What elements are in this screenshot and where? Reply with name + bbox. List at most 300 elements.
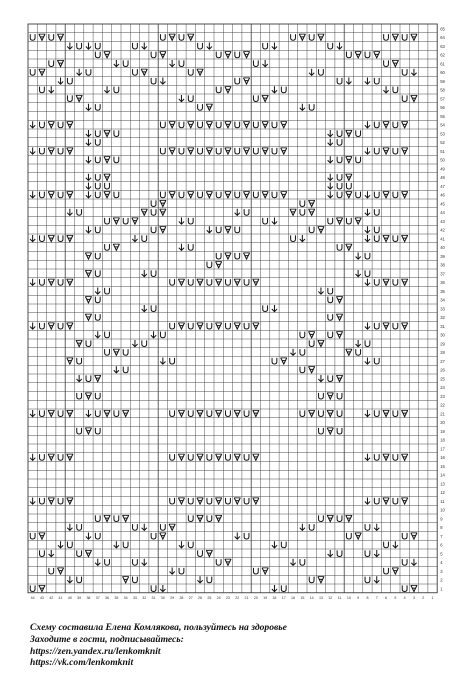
knit-two-together-symbol <box>225 52 232 58</box>
knit-two-together-symbol <box>206 148 213 154</box>
yarn-over-symbol <box>309 340 314 346</box>
decrease-arrow-symbol <box>95 331 100 338</box>
yarn-over-symbol <box>272 122 277 128</box>
column-number: 29 <box>170 595 175 600</box>
yarn-over-symbol <box>179 148 184 154</box>
row-number: 58 <box>440 87 445 93</box>
yarn-over-symbol <box>365 253 370 259</box>
yarn-over-symbol <box>300 200 305 206</box>
yarn-over-symbol <box>337 410 342 416</box>
yarn-over-symbol <box>133 43 138 49</box>
column-number: 2 <box>422 595 425 600</box>
decrease-arrow-symbol <box>365 191 370 198</box>
row-number: 53 <box>440 131 445 137</box>
knit-two-together-symbol <box>262 148 269 154</box>
knit-two-together-symbol <box>225 227 232 233</box>
knit-two-together-symbol <box>206 104 213 110</box>
yarn-over-symbol <box>170 454 175 460</box>
chart-caption <box>30 622 450 669</box>
knit-two-together-symbol <box>383 122 390 128</box>
decrease-arrow-symbol <box>95 559 100 566</box>
knit-two-together-symbol <box>401 235 408 241</box>
yarn-over-symbol <box>40 550 45 556</box>
knit-two-together-symbol <box>169 192 176 198</box>
yarn-over-symbol <box>49 568 54 574</box>
yarn-over-symbol <box>337 78 342 84</box>
decrease-arrow-symbol <box>151 331 156 338</box>
row-number: 31 <box>440 323 445 329</box>
yarn-over-symbol <box>40 235 45 241</box>
decrease-arrow-symbol <box>207 226 212 233</box>
knit-two-together-symbol <box>243 148 250 154</box>
row-number: 5 <box>440 551 443 557</box>
decrease-arrow-symbol <box>114 541 119 548</box>
knit-two-together-symbol <box>327 410 334 416</box>
yarn-over-symbol <box>40 87 45 93</box>
yarn-over-symbol <box>40 323 45 329</box>
knit-two-together-symbol <box>169 148 176 154</box>
yarn-over-symbol <box>216 227 221 233</box>
knit-two-together-symbol <box>48 323 55 329</box>
decrease-arrow-symbol <box>411 559 416 566</box>
decrease-arrow-symbol <box>272 86 277 93</box>
yarn-over-symbol <box>114 515 119 521</box>
decrease-arrow-symbol <box>328 174 333 181</box>
knit-two-together-symbol <box>280 122 287 128</box>
knit-two-together-symbol <box>327 428 334 434</box>
knit-two-together-symbol <box>160 209 167 215</box>
knit-two-together-symbol <box>76 95 83 101</box>
yarn-over-symbol <box>170 358 175 364</box>
row-number: 42 <box>440 227 445 233</box>
decrease-arrow-symbol <box>300 235 305 242</box>
knit-two-together-symbol <box>225 253 232 259</box>
knit-two-together-symbol <box>67 454 74 460</box>
row-number: 56 <box>440 105 445 111</box>
yarn-over-symbol <box>393 323 398 329</box>
knit-two-together-symbol <box>336 332 343 338</box>
yarn-over-symbol <box>105 559 110 565</box>
row-number: 23 <box>440 393 445 399</box>
yarn-over-symbol <box>40 454 45 460</box>
row-number: 24 <box>440 385 445 391</box>
column-number: 44 <box>30 595 35 600</box>
yarn-over-symbol <box>198 148 203 154</box>
decrease-arrow-symbol <box>132 235 137 242</box>
knit-two-together-symbol <box>318 227 325 233</box>
knit-two-together-symbol <box>104 52 111 58</box>
decrease-arrow-symbol <box>95 287 100 294</box>
row-number: 6 <box>440 542 443 548</box>
decrease-arrow-symbol <box>132 340 137 347</box>
knit-two-together-symbol <box>104 192 111 198</box>
yarn-over-symbol <box>235 122 240 128</box>
row-number: 65 <box>440 26 445 32</box>
decrease-arrow-symbol <box>328 156 333 163</box>
column-number: 36 <box>105 595 110 600</box>
yarn-over-symbol <box>188 498 193 504</box>
knit-two-together-symbol <box>327 515 334 521</box>
decrease-arrow-symbol <box>104 86 109 93</box>
yarn-over-symbol <box>346 183 351 189</box>
yarn-over-symbol <box>188 454 193 460</box>
knit-two-together-symbol <box>215 454 222 460</box>
column-number: 38 <box>86 595 91 600</box>
yarn-over-symbol <box>281 585 286 591</box>
yarn-over-symbol <box>198 122 203 128</box>
yarn-over-symbol <box>374 323 379 329</box>
knit-two-together-symbol <box>355 52 362 58</box>
row-number: 64 <box>440 35 445 41</box>
knit-two-together-symbol <box>411 95 418 101</box>
knit-two-together-symbol <box>262 122 269 128</box>
decrease-arrow-symbol <box>49 550 54 557</box>
yarn-over-symbol <box>272 358 277 364</box>
knit-two-together-symbol <box>383 454 390 460</box>
knit-two-together-symbol <box>85 393 92 399</box>
row-number: 11 <box>440 498 445 504</box>
decrease-arrow-symbol <box>365 209 370 216</box>
knit-two-together-symbol <box>48 235 55 241</box>
row-number: 35 <box>440 288 445 294</box>
row-number: 49 <box>440 166 445 172</box>
yarn-over-symbol <box>272 192 277 198</box>
knit-two-together-symbol <box>206 122 213 128</box>
decrease-arrow-symbol <box>365 235 370 242</box>
row-number: 17 <box>440 446 445 452</box>
yarn-over-symbol <box>95 157 100 163</box>
knit-two-together-symbol <box>48 410 55 416</box>
yarn-over-symbol <box>374 358 379 364</box>
knit-two-together-symbol <box>197 323 204 329</box>
column-number: 33 <box>132 595 137 600</box>
yarn-over-symbol <box>67 95 72 101</box>
yarn-over-symbol <box>170 323 175 329</box>
yarn-over-symbol <box>77 43 82 49</box>
yarn-over-symbol <box>374 235 379 241</box>
knit-two-together-symbol <box>392 34 399 40</box>
yarn-over-symbol <box>49 60 54 66</box>
knit-two-together-symbol <box>169 34 176 40</box>
column-number: 40 <box>67 595 72 600</box>
yarn-over-symbol <box>356 157 361 163</box>
yarn-over-symbol <box>123 542 128 548</box>
knit-two-together-symbol <box>187 192 194 198</box>
column-number: 12 <box>328 595 333 600</box>
decrease-arrow-symbol <box>272 42 277 49</box>
row-number: 46 <box>440 192 445 198</box>
knit-two-together-symbol <box>104 174 111 180</box>
yarn-over-symbol <box>86 340 91 346</box>
row-number: 36 <box>440 280 445 286</box>
yarn-over-symbol <box>374 78 379 84</box>
row-number: 27 <box>440 358 445 364</box>
knit-two-together-symbol <box>401 192 408 198</box>
decrease-arrow-symbol <box>365 121 370 128</box>
knit-two-together-symbol <box>215 515 222 521</box>
decrease-arrow-symbol <box>142 42 147 49</box>
yarn-over-symbol <box>337 550 342 556</box>
knit-two-together-symbol <box>308 410 315 416</box>
column-number: 5 <box>394 595 397 600</box>
yarn-over-symbol <box>272 148 277 154</box>
knit-two-together-symbol <box>85 297 92 303</box>
yarn-over-symbol <box>58 235 63 241</box>
row-number: 9 <box>440 516 443 522</box>
yarn-over-symbol <box>160 148 165 154</box>
decrease-arrow-symbol <box>356 340 361 347</box>
yarn-over-symbol <box>179 34 184 40</box>
yarn-over-symbol <box>393 410 398 416</box>
knit-two-together-symbol <box>132 218 139 224</box>
knit-two-together-symbol <box>141 69 148 75</box>
decrease-arrow-symbol <box>393 541 398 548</box>
yarn-over-symbol <box>151 209 156 215</box>
decrease-arrow-symbol <box>86 226 91 233</box>
yarn-over-symbol <box>309 524 314 530</box>
row-number: 22 <box>440 402 445 408</box>
yarn-over-symbol <box>207 498 212 504</box>
yarn-over-symbol <box>253 192 258 198</box>
row-number: 37 <box>440 271 445 277</box>
yarn-over-symbol <box>151 305 156 311</box>
decrease-arrow-symbol <box>300 104 305 111</box>
decrease-arrow-symbol <box>58 77 63 84</box>
yarn-over-symbol <box>337 244 342 250</box>
yarn-over-symbol <box>95 515 100 521</box>
yarn-over-symbol <box>244 454 249 460</box>
knit-two-together-symbol <box>48 454 55 460</box>
decrease-arrow-symbol <box>67 576 72 583</box>
column-number: 42 <box>49 595 54 600</box>
decrease-arrow-symbol <box>290 559 295 566</box>
yarn-over-symbol <box>123 60 128 66</box>
yarn-over-symbol <box>95 297 100 303</box>
decrease-arrow-symbol <box>170 60 175 67</box>
yarn-over-symbol <box>253 122 258 128</box>
yarn-over-symbol <box>300 410 305 416</box>
row-number: 13 <box>440 481 445 487</box>
row-number: 44 <box>440 210 445 216</box>
yarn-over-symbol <box>207 577 212 583</box>
caption-vk-link[interactable]: https://vk.com/lenkomknit <box>30 657 134 669</box>
column-number: 16 <box>291 595 296 600</box>
decrease-arrow-symbol <box>290 349 295 356</box>
yarn-over-symbol <box>105 244 110 250</box>
decrease-arrow-symbol <box>328 191 333 198</box>
yarn-over-symbol <box>198 43 203 49</box>
row-number: 29 <box>440 341 445 347</box>
decrease-arrow-symbol <box>374 576 379 583</box>
yarn-over-symbol <box>393 192 398 198</box>
knit-two-together-symbol <box>67 235 74 241</box>
yarn-over-symbol <box>253 95 258 101</box>
row-number: 57 <box>440 96 445 102</box>
knit-two-together-symbol <box>94 375 101 381</box>
decrease-arrow-symbol <box>235 532 240 539</box>
yarn-over-symbol <box>198 192 203 198</box>
yarn-over-symbol <box>374 454 379 460</box>
knit-two-together-symbol <box>327 393 334 399</box>
knit-two-together-symbol <box>336 314 343 320</box>
yarn-over-symbol <box>133 577 138 583</box>
knit-two-together-symbol <box>215 410 222 416</box>
knit-two-together-symbol <box>318 34 325 40</box>
knit-two-together-symbol <box>197 279 204 285</box>
column-number: 18 <box>272 595 277 600</box>
yarn-over-symbol <box>402 95 407 101</box>
knit-two-together-symbol <box>383 323 390 329</box>
yarn-over-symbol <box>328 375 333 381</box>
row-number: 7 <box>440 533 443 539</box>
yarn-over-symbol <box>356 192 361 198</box>
column-number: 34 <box>123 595 128 600</box>
yarn-over-symbol <box>58 323 63 329</box>
yarn-over-symbol <box>40 148 45 154</box>
decrease-arrow-symbol <box>365 410 370 417</box>
column-number: 21 <box>244 595 249 600</box>
yarn-over-symbol <box>179 568 184 574</box>
knit-two-together-symbol <box>401 410 408 416</box>
row-number: 59 <box>440 78 445 84</box>
knit-two-together-symbol <box>113 244 120 250</box>
row-number: 32 <box>440 315 445 321</box>
knit-two-together-symbol <box>104 130 111 136</box>
decrease-arrow-symbol <box>142 305 147 312</box>
yarn-over-symbol <box>300 209 305 215</box>
decrease-arrow-symbol <box>160 357 165 364</box>
decrease-arrow-symbol <box>77 69 82 76</box>
yarn-over-symbol <box>58 454 63 460</box>
decrease-arrow-symbol <box>179 95 184 102</box>
knit-two-together-symbol <box>67 279 74 285</box>
knit-two-together-symbol <box>308 367 315 373</box>
column-number: 15 <box>300 595 305 600</box>
yarn-over-symbol <box>337 183 342 189</box>
knit-two-together-symbol <box>346 515 353 521</box>
row-number: 28 <box>440 350 445 356</box>
yarn-over-symbol <box>95 174 100 180</box>
knit-two-together-symbol <box>104 515 111 521</box>
yarn-over-symbol <box>160 192 165 198</box>
decrease-arrow-symbol <box>49 86 54 93</box>
column-number: 32 <box>142 595 147 600</box>
column-number: 11 <box>337 595 342 600</box>
yarn-over-symbol <box>402 34 407 40</box>
knit-two-together-symbol <box>401 148 408 154</box>
yarn-over-symbol <box>207 454 212 460</box>
decrease-arrow-symbol <box>86 532 91 539</box>
yarn-over-symbol <box>244 410 249 416</box>
decrease-arrow-symbol <box>179 541 184 548</box>
caption-zen-link[interactable]: https://zen.yandex.ru/lenkomknit <box>30 645 161 657</box>
decrease-arrow-symbol <box>179 217 184 224</box>
row-number: 55 <box>440 113 445 119</box>
column-number: 35 <box>114 595 119 600</box>
yarn-over-symbol <box>95 104 100 110</box>
decrease-arrow-symbol <box>235 209 240 216</box>
decrease-arrow-symbol <box>30 322 35 329</box>
row-number: 1 <box>440 586 443 592</box>
row-number: 61 <box>440 61 445 67</box>
yarn-over-symbol <box>328 297 333 303</box>
yarn-over-symbol <box>95 192 100 198</box>
knit-two-together-symbol <box>225 122 232 128</box>
knit-two-together-symbol <box>383 235 390 241</box>
row-number: 4 <box>440 560 443 566</box>
decrease-arrow-symbol <box>86 139 91 146</box>
yarn-over-symbol <box>160 332 165 338</box>
yarn-over-symbol <box>188 218 193 224</box>
decrease-arrow-symbol <box>58 541 63 548</box>
knit-two-together-symbol <box>104 157 111 163</box>
decrease-arrow-symbol <box>86 156 91 163</box>
yarn-over-symbol <box>365 577 370 583</box>
yarn-over-symbol <box>235 148 240 154</box>
decrease-arrow-symbol <box>383 86 388 93</box>
yarn-over-symbol <box>281 87 286 93</box>
knit-two-together-symbol <box>383 410 390 416</box>
decrease-arrow-symbol <box>411 69 416 76</box>
column-number: 19 <box>263 595 268 600</box>
knit-two-together-symbol <box>234 323 241 329</box>
yarn-over-symbol <box>300 559 305 565</box>
yarn-over-symbol <box>133 559 138 565</box>
decrease-arrow-symbol <box>365 454 370 461</box>
knit-two-together-symbol <box>346 192 353 198</box>
yarn-over-symbol <box>253 568 258 574</box>
knit-two-together-symbol <box>67 358 74 364</box>
yarn-over-symbol <box>151 585 156 591</box>
row-number: 45 <box>440 201 445 207</box>
yarn-over-symbol <box>216 192 221 198</box>
yarn-over-symbol <box>346 218 351 224</box>
decrease-arrow-symbol <box>365 226 370 233</box>
yarn-over-symbol <box>188 515 193 521</box>
yarn-over-symbol <box>95 227 100 233</box>
decrease-arrow-symbol <box>272 541 277 548</box>
knit-two-together-symbol <box>234 410 241 416</box>
knit-two-together-symbol <box>318 577 325 583</box>
knit-two-together-symbol <box>178 279 185 285</box>
yarn-over-symbol <box>235 253 240 259</box>
yarn-over-symbol <box>207 262 212 268</box>
yarn-over-symbol <box>207 279 212 285</box>
yarn-over-symbol <box>86 375 91 381</box>
row-number: 39 <box>440 253 445 259</box>
row-number: 50 <box>440 157 445 163</box>
yarn-over-symbol <box>309 577 314 583</box>
yarn-over-symbol <box>188 69 193 75</box>
yarn-over-symbol <box>393 279 398 285</box>
yarn-over-symbol <box>95 183 100 189</box>
yarn-over-symbol <box>207 515 212 521</box>
yarn-over-symbol <box>226 323 231 329</box>
yarn-over-symbol <box>77 524 82 530</box>
decrease-arrow-symbol <box>86 130 91 137</box>
yarn-over-symbol <box>374 498 379 504</box>
knit-two-together-symbol <box>280 192 287 198</box>
yarn-over-symbol <box>309 104 314 110</box>
decrease-arrow-symbol <box>318 287 323 294</box>
yarn-over-symbol <box>291 34 296 40</box>
yarn-over-symbol <box>319 69 324 75</box>
yarn-over-symbol <box>133 69 138 75</box>
yarn-over-symbol <box>216 87 221 93</box>
yarn-over-symbol <box>346 52 351 58</box>
decrease-arrow-symbol <box>197 576 202 583</box>
yarn-over-symbol <box>365 340 370 346</box>
